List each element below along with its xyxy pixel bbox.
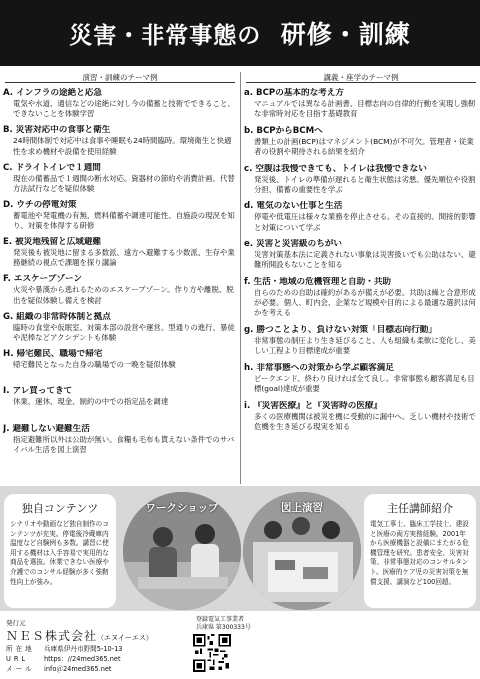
item-title: g. 勝つことより、負けない対策「目標志向行動」	[244, 324, 437, 335]
tabletop-label: 図上演習	[281, 502, 323, 514]
item-title: C. ドライトイレで１週間	[3, 162, 101, 173]
item-body: 帰宅難民となった自身の職場での一晩を疑似体験	[13, 360, 176, 370]
instructor-body: 電気工事士、臨床工学技士、建設と医療の両方実務経験。2001年から医療機器と設備にまたがる危機管理を研究。患者安全、災害対策、非常事態対応のコンサルタント。医療的ケア児の災害対策を無償支援、講演など100回超。	[370, 520, 469, 586]
info-key: 所在地	[6, 645, 35, 653]
theme-item	[3, 200, 237, 234]
theme-item	[244, 363, 478, 398]
right-column	[244, 88, 478, 438]
item-title: h. 非常事態への対策から学ぶ顧客満足	[244, 362, 394, 373]
item-title: f. 生活・地域の危機管理と自助・共助	[244, 276, 392, 287]
theme-item	[3, 125, 237, 159]
item-body: 火災や暴漢から逃れるためのエスケープゾーン。作り方や離脱、脱出を疑似体験し備えを検討	[13, 285, 234, 305]
item-body: マニュアルでは異なる計画書、目標志向の自律的行動を実現し強靭な非常時対応を目指す基礎教育	[254, 99, 476, 119]
item-body: 発災後、トイレの準備が遅れると衛生状態は劣悪。優先順位や役割分担、備蓄の重要性を学ぶ	[254, 174, 476, 194]
item-title: B. 災害対応中の食事と衛生	[3, 125, 111, 136]
theme-item	[244, 325, 478, 360]
item-title: e. 災害と災害級のちがい	[244, 239, 343, 250]
title-part2: 研修・訓練	[280, 20, 411, 49]
item-title: D. ウチの停電対策	[3, 199, 77, 210]
info-row	[6, 644, 122, 654]
theme-item	[3, 163, 237, 197]
left-column	[3, 88, 237, 461]
item-body: 自らのための自助は確約があるが備えが必要。共助は繰と合意形成が必要。個人、町内会、企業など規模や目的による最適な選択は何かを考える	[254, 287, 476, 318]
theme-item	[244, 164, 478, 199]
theme-item	[244, 277, 478, 322]
column-divider	[240, 72, 241, 484]
own-contents-title: 独自コンテンツ	[21, 502, 99, 515]
item-title: d. 電気のない仕事と生活	[244, 201, 343, 212]
info-row	[6, 664, 122, 674]
company-name-text: ＮＥＳ株式会社	[6, 629, 98, 643]
theme-item	[244, 126, 478, 161]
item-body: ピークエンド、終わり良ければ全て良し。非常事態も顧客満足も目標(goal)達成が重要	[254, 373, 475, 393]
own-contents-body: シナリオや動画など独自制作のコンテンツが充実。停電後冷蔵庫内温度など自験例も多数。講習に使用する機材は入手容易で実用的な商品を選抜。休業できない医療や介護でのコンサル経験が多く強靭性向上が強み。	[10, 520, 109, 586]
instructor-box	[364, 494, 476, 608]
item-body: 発災後も被災地に留まる多数派、遠方へ避難する少数派、生存や業務継続の視点で課題を探り講論	[13, 248, 235, 268]
theme-item	[244, 239, 478, 274]
theme-item	[3, 88, 237, 122]
item-body: 電気や水道、通信などの途絶に対し今の備蓄と技術でできること、できないことを体験学習	[13, 99, 235, 119]
own-contents-box	[4, 494, 116, 608]
tabletop-exercise-photo	[243, 492, 361, 610]
item-body: 休業、運休、現金、制約の中での指定品を調達	[13, 397, 169, 407]
info-row	[6, 654, 122, 664]
item-body: 非常事態の制圧より生き延びること、人も組織も柔軟に変化し、美しい工程より目標達成が重要	[254, 335, 476, 356]
item-title: c. 空腹は我慢できても、トイレは我慢できない	[244, 163, 427, 174]
item-title: i. 『災害医療』と『災害時の医療』	[244, 400, 383, 411]
item-body: 臨時の食堂や仮眠室、対策本部の設営や運営。型通りの進行、暴徒や泥棒などアクシデントも体験	[13, 322, 235, 342]
left-column-heading: 演習・訓練のテーマ例	[82, 73, 158, 82]
theme-item	[244, 401, 478, 436]
item-title: I. アレ買ってきて	[3, 386, 73, 397]
registration-line2: 兵庫県 第300333号	[196, 624, 251, 631]
item-body: 多くの医療機関は被災を機に受動的に漏中へ。乏しい機材や技術で危機を生き延びる現実を知る	[254, 411, 476, 431]
item-title: E. 被災地残留と広域避難	[3, 237, 102, 248]
workshop-label: ワークショップ	[145, 502, 219, 514]
left-heading-rule	[5, 82, 235, 83]
theme-item	[3, 424, 237, 458]
item-title: b. BCPからBCMへ	[244, 125, 323, 136]
item-title: J. 避難しない避難生活	[3, 423, 90, 434]
theme-item	[3, 312, 237, 346]
info-key: URL	[6, 655, 29, 664]
item-title: A. インフラの途絶と応急	[3, 88, 103, 98]
company-info	[6, 644, 122, 675]
theme-item	[3, 349, 237, 383]
item-body: 指定避難所以外は公助が無い。食糧も毛布も貰えない条件でのサバイバル生活を図上演習	[13, 434, 235, 454]
info-key: メール	[6, 665, 35, 674]
header-banner	[0, 0, 480, 66]
publisher-label: 発行元	[6, 619, 26, 627]
item-title: F. エスケープゾーン	[3, 274, 83, 285]
theme-item	[244, 88, 478, 123]
workshop-photo	[123, 492, 241, 610]
item-title: a. BCPの基本的な考え方	[244, 88, 344, 98]
url-link[interactable]: https：//24med365.net	[44, 655, 121, 664]
item-body: 24時間体制で対応中は食事や睡眠も24時間臨時。環境衛生と快適性を求め機材や設備を使用経験	[13, 136, 232, 156]
item-body: 書類上の計画(BCP)はマネジメント(BCM)が不可欠。管理者・従業者の役割や期待される結果を紹介	[254, 136, 474, 156]
registration-info	[196, 616, 251, 632]
address-value: 兵庫県伊丹市野間5-10-13	[44, 645, 123, 653]
item-body: 停電や低電圧は様々な業務を停止させる。その直接的、間接的影響と対策について学ぶ	[254, 212, 476, 232]
item-body: 蓄電池や発電機の有無、燃料備蓄や調達可能性、自施設の現況を知り、対策を体得する研修	[13, 210, 235, 231]
registration-line1: 登録電気工事業者	[196, 616, 245, 623]
qr-code-icon[interactable]	[193, 634, 231, 672]
right-heading-rule	[246, 82, 476, 83]
email-link[interactable]: info＠24med365.net	[44, 665, 112, 674]
theme-item	[3, 237, 237, 271]
page-title	[69, 15, 410, 51]
instructor-title: 主任講師紹介	[387, 502, 453, 515]
company-name	[6, 627, 153, 644]
theme-item	[3, 274, 237, 308]
title-part1: 災害・非常事態の	[69, 23, 262, 49]
company-reading: （エヌイーエス）	[97, 634, 153, 642]
item-title: G. 組織の非常時体制と拠点	[3, 311, 111, 322]
right-column-heading: 講義・座学のテーマ例	[323, 73, 399, 82]
theme-item	[244, 201, 478, 236]
theme-item	[3, 386, 237, 420]
item-title: H. 帰宅難民、職場で帰宅	[3, 349, 103, 360]
item-body: 災害対策基本法に定義されない事象は災害扱いでも公助はない、避難所開設もないことを知る	[254, 250, 476, 270]
item-body: 現在の備蓄品で１週間の断水対応。資器材の節約や消費計画、代替方法試行などを疑似体験	[13, 173, 235, 193]
